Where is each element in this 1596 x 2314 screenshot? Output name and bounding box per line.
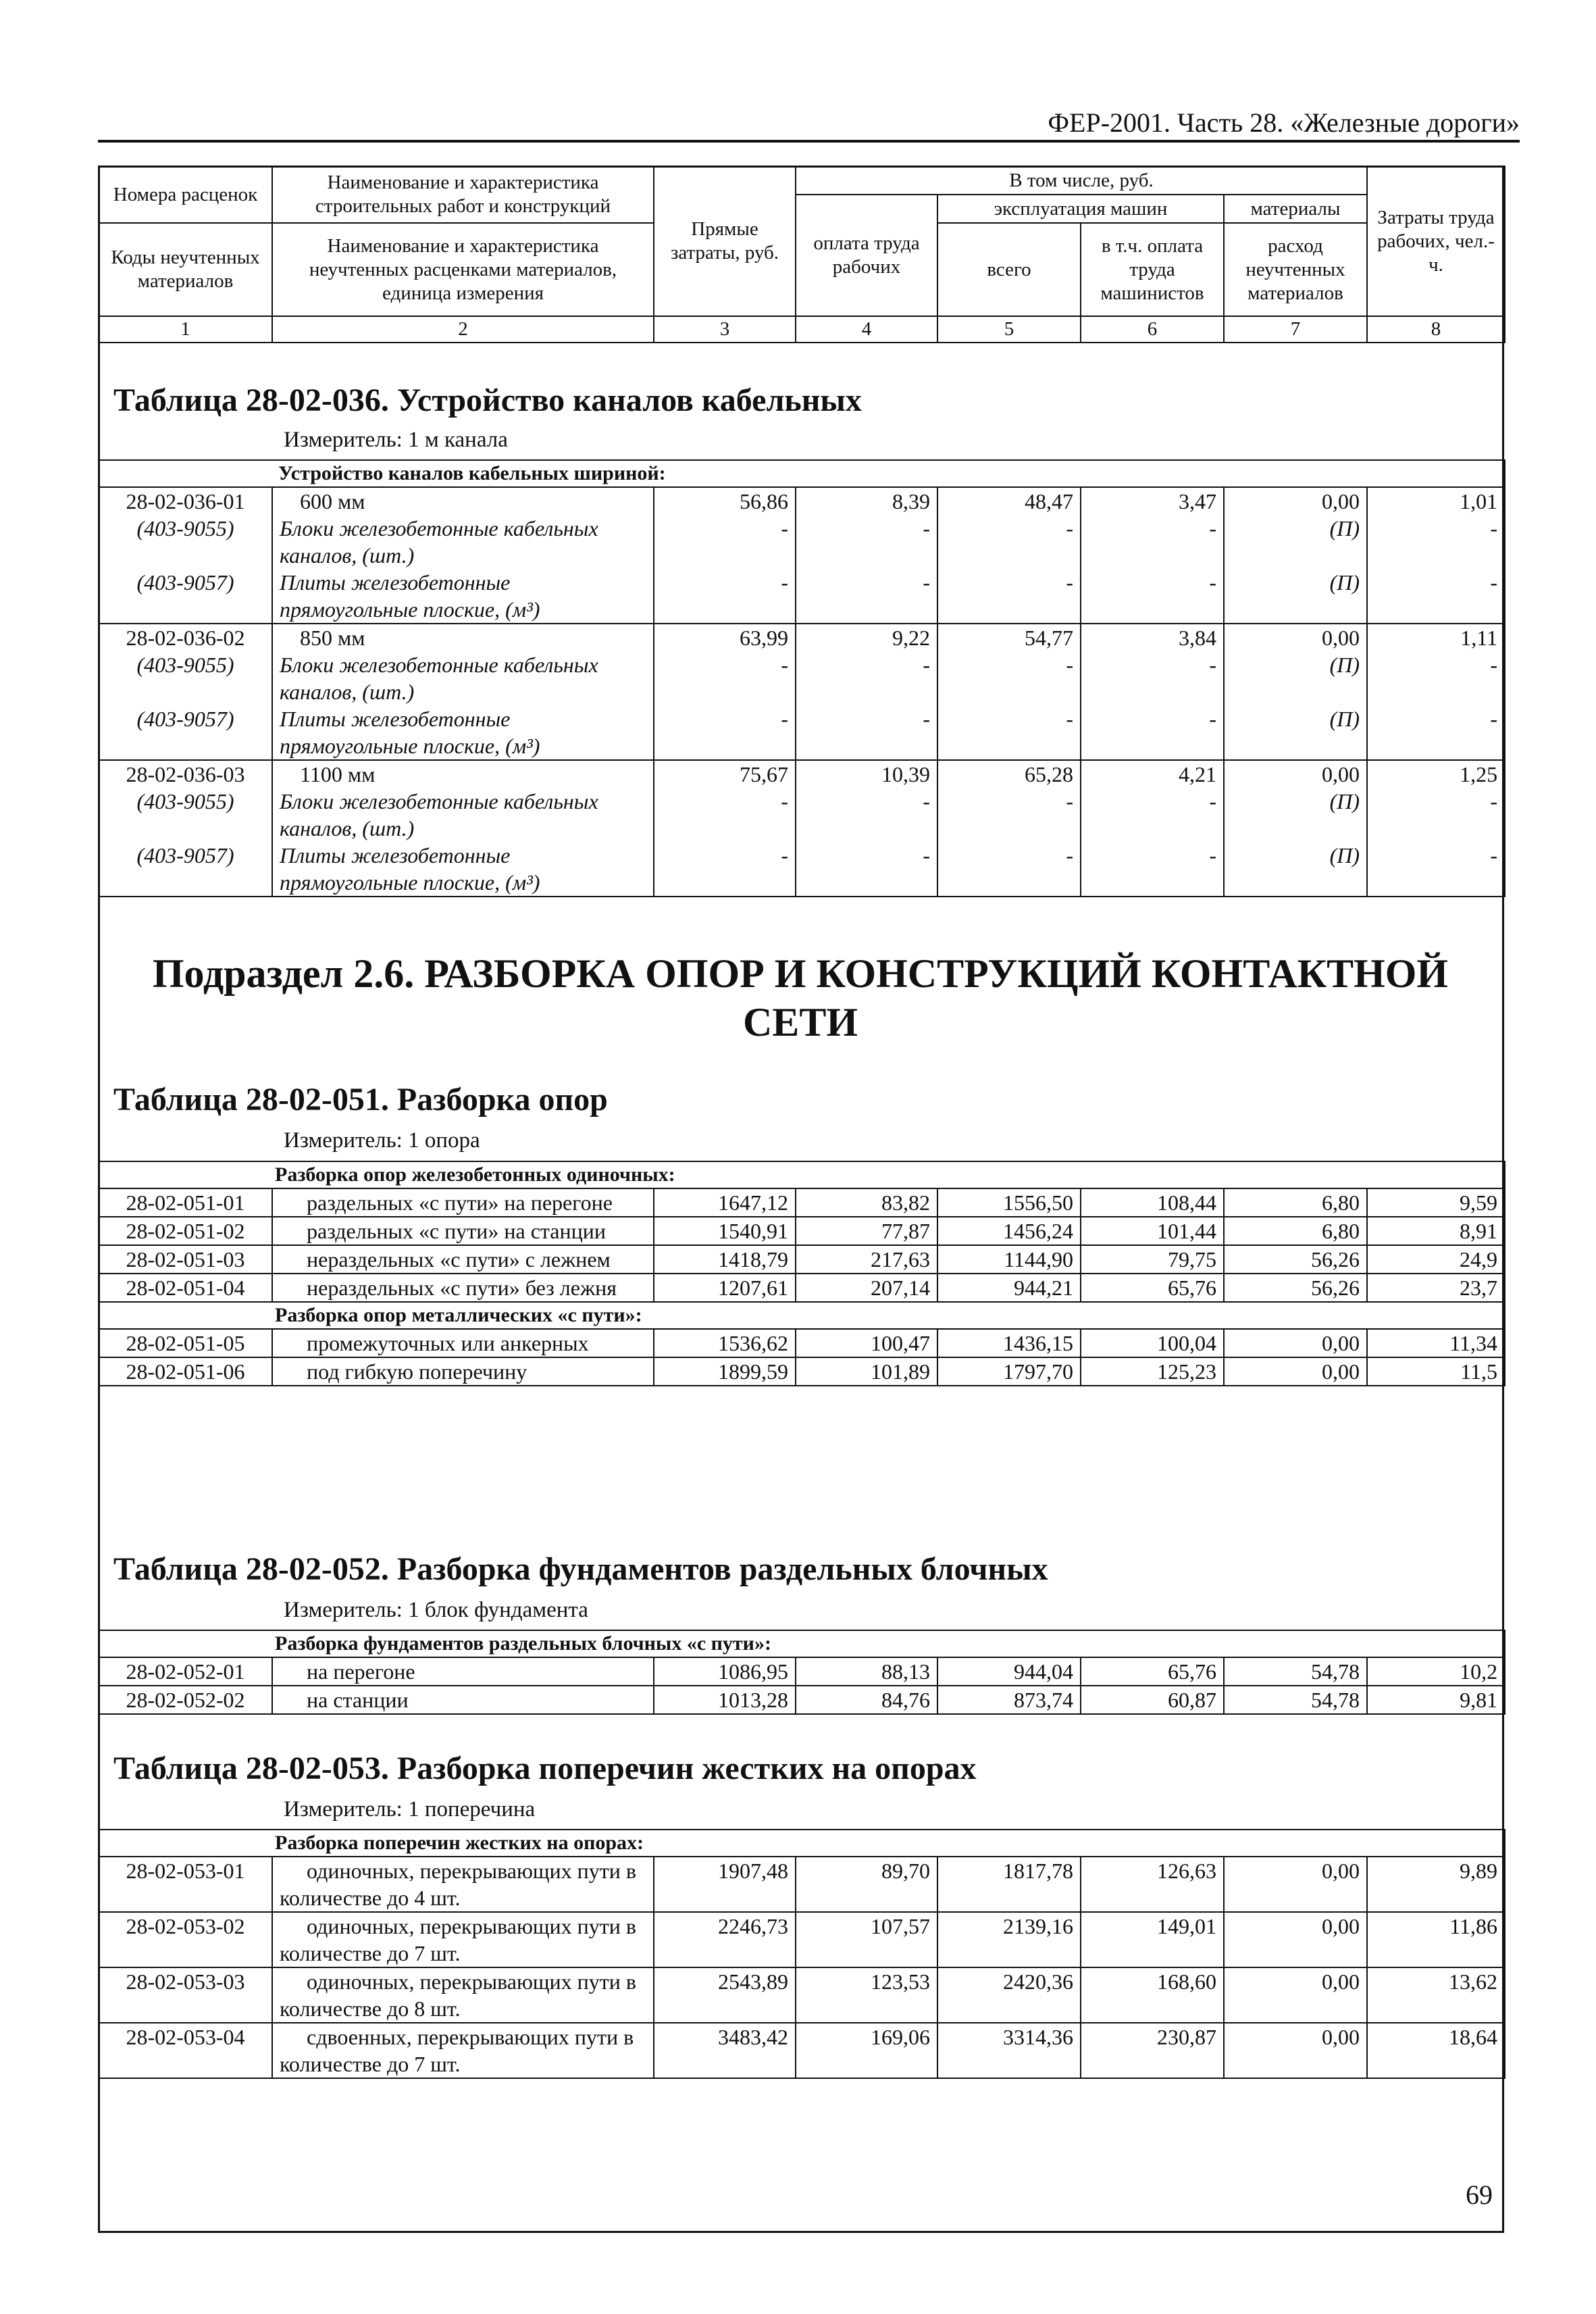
running-header: ФЕР-2001. Часть 28. «Железные дороги»: [1048, 107, 1520, 138]
work-name: одиночных, перекрывающих пути в количестве до 8 шт.: [272, 1967, 654, 2023]
labor-hours: 9,59: [1367, 1188, 1505, 1217]
labor-pay: 217,63: [796, 1245, 937, 1274]
table-row: [99, 1657, 1505, 1686]
labor-pay: 10,39: [881, 762, 930, 786]
work-name-text: 600 мм: [300, 489, 365, 513]
labor-hours: 11,34: [1367, 1329, 1505, 1357]
dash: -: [781, 789, 788, 813]
labor-pay: 101,89: [796, 1357, 937, 1386]
machinist-pay: 60,87: [1081, 1686, 1224, 1714]
dash: -: [923, 570, 930, 595]
table-052-meter: Измеритель: 1 блок фундамента: [284, 1598, 588, 1622]
machines-header: эксплуатация машин: [937, 195, 1224, 223]
col7-header: расход неучтенных материалов: [1224, 223, 1367, 316]
dash: -: [1209, 516, 1216, 540]
labor-pay: 8,39: [892, 489, 930, 513]
value-cell: [1367, 760, 1505, 897]
rate-code: 28-02-051-05: [99, 1329, 272, 1357]
dash: -: [1490, 516, 1498, 540]
dash: -: [781, 516, 788, 540]
materials-header: материалы: [1224, 195, 1367, 223]
materials-cost: 56,26: [1224, 1274, 1367, 1302]
materials-cost: 0,00: [1224, 1329, 1367, 1357]
direct-cost: 1086,95: [654, 1657, 796, 1686]
material-name: Плиты железобетонные прямоугольные плоские, (м³): [280, 707, 540, 758]
table-row: [99, 1686, 1505, 1714]
direct-cost: 2246,73: [654, 1912, 796, 1967]
machinist-pay: 3,84: [1179, 626, 1216, 650]
labor-hours: 9,89: [1367, 1857, 1505, 1912]
labor-pay: 89,70: [796, 1857, 937, 1912]
dash: -: [1209, 843, 1216, 867]
material-code: (403-9057): [136, 843, 234, 867]
direct-cost: 63,99: [740, 626, 788, 650]
dash: -: [923, 653, 930, 677]
rate-code: 28-02-053-01: [99, 1857, 272, 1912]
labor-pay: 83,82: [796, 1188, 937, 1217]
rate-code: 28-02-051-06: [99, 1357, 272, 1386]
machinist-pay: 79,75: [1081, 1245, 1224, 1274]
labor-hours: 9,81: [1367, 1686, 1505, 1714]
materials-cost: 0,00: [1224, 1857, 1367, 1912]
dash: -: [1490, 570, 1498, 595]
col-num: 3: [654, 316, 796, 343]
dash: -: [1490, 707, 1498, 731]
value-cell: [1224, 760, 1367, 897]
direct-cost: 1647,12: [654, 1188, 796, 1217]
p-mark: (П): [1329, 516, 1360, 540]
col-num: 6: [1081, 316, 1224, 343]
dash: -: [781, 707, 788, 731]
labor-hours: 11,86: [1367, 1912, 1505, 1967]
table-052: [98, 1630, 1505, 1715]
labor-pay: 123,53: [796, 1967, 937, 2023]
p-mark: (П): [1329, 653, 1360, 677]
machines-total: 1456,24: [937, 1217, 1081, 1245]
machines-total: 873,74: [937, 1686, 1081, 1714]
work-name: под гибкую поперечину: [272, 1357, 654, 1386]
labor-hours: 8,91: [1367, 1217, 1505, 1245]
table-053-title: Таблица 28-02-053. Разборка поперечин жестких на опорах: [113, 1751, 977, 1786]
rate-code: 28-02-052-01: [99, 1657, 272, 1686]
labor-pay: 9,22: [892, 626, 930, 650]
value-cell: [1367, 487, 1505, 624]
labor-pay: 88,13: [796, 1657, 937, 1686]
dash: -: [1066, 843, 1073, 867]
work-name: на перегоне: [272, 1657, 654, 1686]
direct-cost: 1418,79: [654, 1245, 796, 1274]
material-code: (403-9057): [136, 707, 234, 731]
table-row: [99, 1329, 1505, 1357]
work-name-text: 1100 мм: [300, 762, 376, 786]
labor-hours: 1,25: [1460, 762, 1498, 786]
machinist-pay: 65,76: [1081, 1657, 1224, 1686]
table-row: [99, 1188, 1505, 1217]
table-row: [99, 1245, 1505, 1274]
machines-total: 1556,50: [937, 1188, 1081, 1217]
machinist-pay: 149,01: [1081, 1912, 1224, 1967]
materials-cost: 56,26: [1224, 1245, 1367, 1274]
direct-cost: 1907,48: [654, 1857, 796, 1912]
rate-code: [99, 487, 272, 624]
direct-cost: 56,86: [740, 489, 788, 513]
materials-cost: 0,00: [1224, 1357, 1367, 1386]
dash: -: [1209, 570, 1216, 595]
table-row: [99, 1857, 1505, 1912]
value-cell: [1081, 487, 1224, 624]
material-name: Плиты железобетонные прямоугольные плоские, (м³): [280, 843, 540, 895]
rate-code: [99, 760, 272, 897]
direct-cost: 1536,62: [654, 1329, 796, 1357]
dash: -: [1490, 789, 1498, 813]
dash: -: [923, 707, 930, 731]
rate-code: 28-02-051-02: [99, 1217, 272, 1245]
dash: -: [1209, 789, 1216, 813]
col2-bottom: Наименование и характеристика неучтенных расценками материалов, единица измерения: [272, 223, 654, 316]
work-name: [272, 760, 654, 897]
work-name: сдвоенных, перекрывающих пути в количестве до 7 шт.: [272, 2023, 654, 2078]
labor-pay: 207,14: [796, 1274, 937, 1302]
value-cell: [1224, 624, 1367, 760]
table-053-meter: Измеритель: 1 поперечина: [284, 1797, 536, 1821]
materials-cost: 0,00: [1224, 2023, 1367, 2078]
table-row: [99, 1217, 1505, 1245]
col-num: 2: [272, 316, 654, 343]
col3-header: Прямые затраты, руб.: [654, 166, 796, 316]
machinist-pay: 65,76: [1081, 1274, 1224, 1302]
direct-cost: 3483,42: [654, 2023, 796, 2078]
table-051-title: Таблица 28-02-051. Разборка опор: [113, 1082, 608, 1117]
materials-cost: 0,00: [1322, 762, 1360, 786]
labor-hours: 23,7: [1367, 1274, 1505, 1302]
table-036: [98, 459, 1505, 897]
col1-bottom: Коды неучтенных материалов: [99, 223, 272, 316]
work-name: одиночных, перекрывающих пути в количестве до 4 шт.: [272, 1857, 654, 1912]
machines-total: 944,04: [937, 1657, 1081, 1686]
work-name: одиночных, перекрывающих пути в количестве до 7 шт.: [272, 1912, 654, 1967]
col-num: 4: [796, 316, 937, 343]
table-row: [99, 2023, 1505, 2078]
dash: -: [1209, 653, 1216, 677]
dash: -: [1066, 789, 1073, 813]
labor-hours: 18,64: [1367, 2023, 1505, 2078]
rate-code: [99, 624, 272, 760]
rate-code: 28-02-051-01: [99, 1188, 272, 1217]
labor-pay: 84,76: [796, 1686, 937, 1714]
labor-hours: 10,2: [1367, 1657, 1505, 1686]
value-cell: [654, 487, 796, 624]
value-cell: [1367, 624, 1505, 760]
table-052-title: Таблица 28-02-052. Разборка фундаментов раздельных блочных: [113, 1551, 1048, 1587]
direct-cost: 1013,28: [654, 1686, 796, 1714]
table-051-subhead-1: Разборка опор железобетонных одиночных:: [99, 1161, 1505, 1188]
value-cell: [1081, 624, 1224, 760]
rate-code: 28-02-052-02: [99, 1686, 272, 1714]
labor-pay: 100,47: [796, 1329, 937, 1357]
dash: -: [781, 570, 788, 595]
labor-pay: 77,87: [796, 1217, 937, 1245]
work-name: промежуточных или анкерных: [272, 1329, 654, 1357]
dash: -: [1066, 707, 1073, 731]
col8-header: Затраты труда рабочих, чел.-ч.: [1367, 166, 1505, 316]
value-cell: [654, 760, 796, 897]
col-num: 7: [1224, 316, 1367, 343]
machines-total: 1797,70: [937, 1357, 1081, 1386]
col1-top: Номера расценок: [99, 166, 272, 223]
rate-code: 28-02-051-04: [99, 1274, 272, 1302]
labor-hours: 13,62: [1367, 1967, 1505, 2023]
labor-pay: 169,06: [796, 2023, 937, 2078]
labor-hours: 11,5: [1367, 1357, 1505, 1386]
labor-hours: 24,9: [1367, 1245, 1505, 1274]
machines-total: 2420,36: [937, 1967, 1081, 2023]
machinist-pay: 101,44: [1081, 1217, 1224, 1245]
table-051: [98, 1161, 1505, 1386]
dash: -: [1066, 653, 1073, 677]
col-num: 1: [99, 316, 272, 343]
col-num: 8: [1367, 316, 1505, 343]
value-cell: [1081, 760, 1224, 897]
direct-cost: 2543,89: [654, 1967, 796, 2023]
material-name: Блоки железобетонные кабельных каналов, (шт.): [280, 789, 598, 840]
rate-code: 28-02-053-04: [99, 2023, 272, 2078]
value-cell: [796, 760, 937, 897]
column-header-table: [98, 166, 1505, 343]
col4-header: оплата труда рабочих: [796, 195, 937, 316]
col2-top: Наименование и характеристика строительных работ и конструкций: [272, 166, 654, 223]
materials-cost: 0,00: [1224, 1967, 1367, 2023]
machines-total: 1436,15: [937, 1329, 1081, 1357]
table-051-subhead-2: Разборка опор металлических «с пути»:: [99, 1302, 1505, 1329]
table-053: [98, 1829, 1505, 2079]
dash: -: [781, 653, 788, 677]
rate-code: 28-02-053-03: [99, 1967, 272, 2023]
header-rule: [98, 140, 1520, 143]
direct-cost: 1207,61: [654, 1274, 796, 1302]
p-mark: (П): [1329, 789, 1360, 813]
materials-cost: 0,00: [1224, 1912, 1367, 1967]
table-051-meter: Измеритель: 1 опора: [284, 1128, 480, 1153]
dash: -: [923, 789, 930, 813]
material-code: (403-9055): [136, 516, 234, 540]
machines-total: 944,21: [937, 1274, 1081, 1302]
work-name-text: 850 мм: [300, 626, 365, 650]
material-name: Плиты железобетонные прямоугольные плоские, (м³): [280, 570, 540, 622]
table-row: [99, 1912, 1505, 1967]
p-mark: (П): [1329, 570, 1360, 595]
machines-total: 3314,36: [937, 2023, 1081, 2078]
machinist-pay: 126,63: [1081, 1857, 1224, 1912]
work-name: нераздельных «с пути» с лежнем: [272, 1245, 654, 1274]
dash: -: [1066, 570, 1073, 595]
machines-total: 2139,16: [937, 1912, 1081, 1967]
material-name: Блоки железобетонные кабельных каналов, (шт.): [280, 516, 598, 568]
col-num: 5: [937, 316, 1081, 343]
machinist-pay: 230,87: [1081, 2023, 1224, 2078]
rate-code-text: 28-02-036-03: [126, 762, 245, 786]
rate-code-text: 28-02-036-01: [126, 489, 245, 513]
materials-cost: 54,78: [1224, 1657, 1367, 1686]
value-cell: [654, 624, 796, 760]
p-mark: (П): [1329, 707, 1360, 731]
dash: -: [923, 843, 930, 867]
work-name: раздельных «с пути» на перегоне: [272, 1188, 654, 1217]
work-name: раздельных «с пути» на станции: [272, 1217, 654, 1245]
dash: -: [1066, 516, 1073, 540]
machinist-pay: 100,04: [1081, 1329, 1224, 1357]
materials-cost: 0,00: [1322, 489, 1360, 513]
material-code: (403-9057): [136, 570, 234, 595]
col5-header: всего: [937, 223, 1081, 316]
rate-code: 28-02-051-03: [99, 1245, 272, 1274]
machinist-pay: 108,44: [1081, 1188, 1224, 1217]
machinist-pay: 4,21: [1179, 762, 1216, 786]
table-row: [99, 1967, 1505, 2023]
table-036-title: Таблица 28-02-036. Устройство каналов кабельных: [113, 382, 862, 418]
p-mark: (П): [1329, 843, 1360, 867]
dash: -: [781, 843, 788, 867]
table-053-subhead: Разборка поперечин жестких на опорах:: [99, 1830, 1505, 1857]
material-code: (403-9055): [136, 653, 234, 677]
table-036-subhead: Устройство каналов кабельных шириной:: [99, 460, 1505, 487]
work-name: [272, 487, 654, 624]
value-cell: [796, 624, 937, 760]
work-name: на станции: [272, 1686, 654, 1714]
direct-cost: 1899,59: [654, 1357, 796, 1386]
machines-total: 54,77: [1025, 626, 1073, 650]
value-cell: [937, 624, 1081, 760]
direct-cost: 1540,91: [654, 1217, 796, 1245]
table-036-meter: Измеритель: 1 м канала: [284, 428, 508, 452]
machines-total: 1817,78: [937, 1857, 1081, 1912]
labor-hours: 1,11: [1460, 626, 1498, 650]
work-name: нераздельных «с пути» без лежня: [272, 1274, 654, 1302]
machinist-pay: 3,47: [1179, 489, 1216, 513]
work-name: [272, 624, 654, 760]
materials-cost: 0,00: [1322, 626, 1360, 650]
materials-cost: 6,80: [1224, 1188, 1367, 1217]
rate-code-text: 28-02-036-02: [126, 626, 245, 650]
labor-pay: 107,57: [796, 1912, 937, 1967]
dash: -: [1209, 707, 1216, 731]
machinist-pay: 168,60: [1081, 1967, 1224, 2023]
machines-total: 1144,90: [937, 1245, 1081, 1274]
material-code: (403-9055): [136, 789, 234, 813]
value-cell: [937, 760, 1081, 897]
table-row: [99, 1357, 1505, 1386]
section-heading: Подраздел 2.6. РАЗБОРКА ОПОР И КОНСТРУКЦИЙ КОНТАКТНОЙ СЕТИ: [152, 951, 1449, 1045]
dash: -: [1490, 843, 1498, 867]
table-052-subhead: Разборка фундаментов раздельных блочных «с пути»:: [99, 1630, 1505, 1657]
page-number: 69: [1466, 2180, 1493, 2210]
materials-cost: 6,80: [1224, 1217, 1367, 1245]
value-cell: [796, 487, 937, 624]
value-cell: [937, 487, 1081, 624]
dash: -: [923, 516, 930, 540]
machines-total: 48,47: [1025, 489, 1073, 513]
material-name: Блоки железобетонные кабельных каналов, (шт.): [280, 653, 598, 704]
machines-total: 65,28: [1025, 762, 1073, 786]
machinist-pay: 125,23: [1081, 1357, 1224, 1386]
labor-hours: 1,01: [1460, 489, 1498, 513]
rate-code: 28-02-053-02: [99, 1912, 272, 1967]
col6-header: в т.ч. оплата труда машинистов: [1081, 223, 1224, 316]
dash: -: [1490, 653, 1498, 677]
value-cell: [1224, 487, 1367, 624]
direct-cost: 75,67: [740, 762, 788, 786]
materials-cost: 54,78: [1224, 1686, 1367, 1714]
table-row: [99, 1274, 1505, 1302]
group-header: В том числе, руб.: [796, 166, 1367, 195]
